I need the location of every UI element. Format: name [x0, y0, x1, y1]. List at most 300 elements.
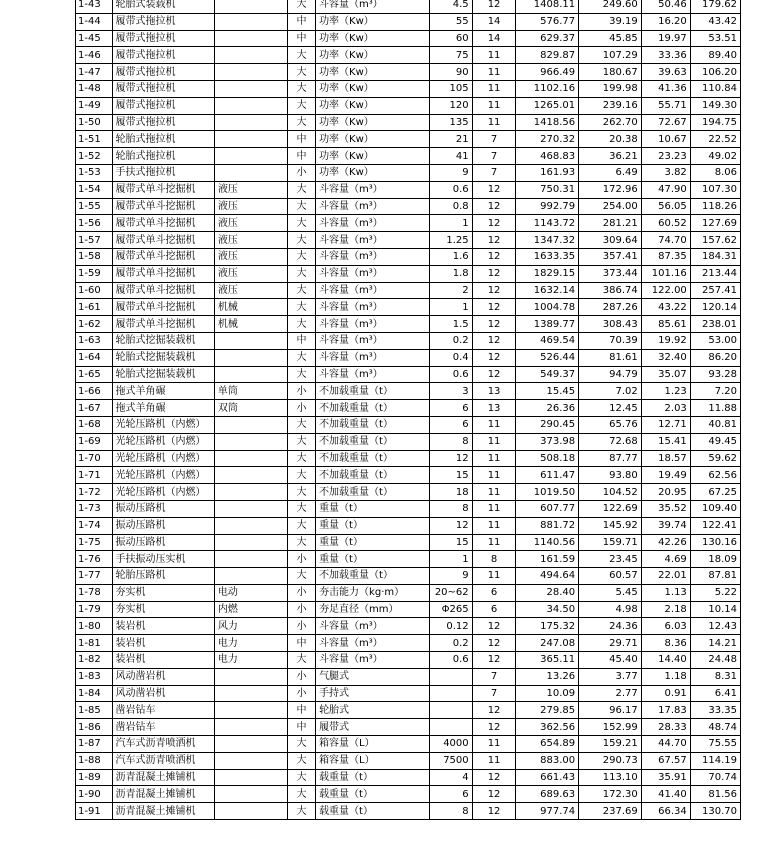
maintenance-cost-cell: 93.28 [690, 366, 740, 383]
drive-type-cell [214, 349, 287, 366]
maintenance-cost-cell: 157.62 [690, 232, 740, 249]
spec-parameter-cell: 斗容量（m³） [316, 282, 430, 299]
table-row [76, 601, 741, 618]
repair-cost-cell: 19.49 [641, 467, 690, 484]
spec-value-cell: 0.6 [429, 366, 472, 383]
table-row [76, 282, 741, 299]
spec-parameter-cell: 斗容量（m³） [316, 232, 430, 249]
maintenance-cost-cell: 14.21 [690, 635, 740, 652]
size-class-cell: 小 [287, 164, 315, 181]
spec-value-cell: 6 [429, 416, 472, 433]
item-code-cell: 1-65 [76, 366, 113, 383]
spec-parameter-cell: 斗容量（m³） [316, 332, 430, 349]
original-value-cell: 15.45 [516, 383, 579, 400]
maintenance-cost-cell: 149.30 [690, 97, 740, 114]
table-row [76, 433, 741, 450]
spec-parameter-cell: 斗容量（m³） [316, 0, 430, 13]
repair-cost-cell: 56.05 [641, 198, 690, 215]
spec-value-cell: Φ265 [429, 601, 472, 618]
spec-parameter-cell: 功率（Kw） [316, 13, 430, 30]
spec-parameter-cell: 轮胎式 [316, 702, 430, 719]
repair-cost-cell: 74.70 [641, 232, 690, 249]
original-value-cell: 1418.56 [516, 114, 579, 131]
original-value-cell: 661.43 [516, 769, 579, 786]
drive-type-cell [214, 551, 287, 568]
spec-parameter-cell: 不加载重量（t） [316, 467, 430, 484]
item-code-cell: 1-68 [76, 416, 113, 433]
table-row [76, 400, 741, 417]
item-code-cell: 1-60 [76, 282, 113, 299]
size-class-cell: 大 [287, 114, 315, 131]
repair-cost-cell: 101.16 [641, 265, 690, 282]
table-row [76, 551, 741, 568]
size-class-cell: 大 [287, 282, 315, 299]
drive-type-cell [214, 366, 287, 383]
table-row [76, 383, 741, 400]
drive-type-cell: 液压 [214, 232, 287, 249]
machine-name-cell: 振动压路机 [112, 500, 214, 517]
original-value-cell: 1140.56 [516, 534, 579, 551]
original-value-cell: 247.08 [516, 635, 579, 652]
maintenance-cost-cell: 49.45 [690, 433, 740, 450]
size-class-cell: 中 [287, 30, 315, 47]
maintenance-cost-cell: 6.41 [690, 685, 740, 702]
original-value-cell: 175.32 [516, 618, 579, 635]
spec-parameter-cell: 气腿式 [316, 668, 430, 685]
depreciation-cell: 96.17 [579, 702, 642, 719]
original-value-cell: 1143.72 [516, 215, 579, 232]
maintenance-cost-cell: 12.43 [690, 618, 740, 635]
service-years-cell: 11 [472, 467, 516, 484]
machine-name-cell: 履带式单斗挖掘机 [112, 265, 214, 282]
spec-parameter-cell: 功率（Kw） [316, 97, 430, 114]
repair-cost-cell: 1.13 [641, 584, 690, 601]
maintenance-cost-cell: 18.09 [690, 551, 740, 568]
size-class-cell: 中 [287, 332, 315, 349]
size-class-cell: 大 [287, 265, 315, 282]
machine-name-cell: 履带式拖拉机 [112, 13, 214, 30]
drive-type-cell [214, 80, 287, 97]
service-years-cell: 12 [472, 635, 516, 652]
size-class-cell: 大 [287, 534, 315, 551]
table-row [76, 366, 741, 383]
maintenance-cost-cell: 257.41 [690, 282, 740, 299]
service-years-cell: 11 [472, 500, 516, 517]
maintenance-cost-cell: 75.55 [690, 736, 740, 753]
original-value-cell: 992.79 [516, 198, 579, 215]
maintenance-cost-cell: 53.51 [690, 30, 740, 47]
repair-cost-cell: 55.71 [641, 97, 690, 114]
table-row [76, 349, 741, 366]
size-class-cell: 中 [287, 13, 315, 30]
item-code-cell: 1-85 [76, 702, 113, 719]
table-row [76, 232, 741, 249]
spec-value-cell: 105 [429, 80, 472, 97]
depreciation-cell: 386.74 [579, 282, 642, 299]
size-class-cell: 大 [287, 232, 315, 249]
service-years-cell: 12 [472, 719, 516, 736]
maintenance-cost-cell: 114.19 [690, 752, 740, 769]
size-class-cell: 小 [287, 618, 315, 635]
depreciation-cell: 237.69 [579, 803, 642, 820]
machine-name-cell: 履带式单斗挖掘机 [112, 181, 214, 198]
depreciation-cell: 2.77 [579, 685, 642, 702]
original-value-cell: 977.74 [516, 803, 579, 820]
depreciation-cell: 93.80 [579, 467, 642, 484]
size-class-cell: 大 [287, 349, 315, 366]
repair-cost-cell: 1.18 [641, 668, 690, 685]
depreciation-cell: 36.21 [579, 148, 642, 165]
table-row [76, 584, 741, 601]
spec-parameter-cell: 斗容量（m³） [316, 316, 430, 333]
drive-type-cell: 液压 [214, 181, 287, 198]
machine-name-cell: 轮胎式挖掘装载机 [112, 366, 214, 383]
service-years-cell: 12 [472, 332, 516, 349]
machine-name-cell: 轮胎压路机 [112, 568, 214, 585]
repair-cost-cell: 60.52 [641, 215, 690, 232]
original-value-cell: 469.54 [516, 332, 579, 349]
original-value-cell: 1265.01 [516, 97, 579, 114]
spec-value-cell: 12 [429, 450, 472, 467]
depreciation-cell: 113.10 [579, 769, 642, 786]
size-class-cell: 大 [287, 568, 315, 585]
repair-cost-cell: 10.67 [641, 131, 690, 148]
size-class-cell: 大 [287, 769, 315, 786]
repair-cost-cell: 67.57 [641, 752, 690, 769]
spec-value-cell: 1.5 [429, 316, 472, 333]
item-code-cell: 1-44 [76, 13, 113, 30]
service-years-cell: 11 [472, 736, 516, 753]
spec-value-cell: 15 [429, 534, 472, 551]
service-years-cell: 12 [472, 299, 516, 316]
original-value-cell: 629.37 [516, 30, 579, 47]
repair-cost-cell: 2.03 [641, 400, 690, 417]
depreciation-cell: 23.45 [579, 551, 642, 568]
table-body [76, 0, 741, 820]
repair-cost-cell: 2.18 [641, 601, 690, 618]
machine-name-cell: 沥青混凝土摊铺机 [112, 786, 214, 803]
depreciation-cell: 287.26 [579, 299, 642, 316]
service-years-cell: 7 [472, 668, 516, 685]
item-code-cell: 1-91 [76, 803, 113, 820]
spec-parameter-cell: 功率（Kw） [316, 131, 430, 148]
drive-type-cell [214, 702, 287, 719]
drive-type-cell [214, 517, 287, 534]
drive-type-cell [214, 736, 287, 753]
size-class-cell: 大 [287, 198, 315, 215]
maintenance-cost-cell: 238.01 [690, 316, 740, 333]
repair-cost-cell: 3.82 [641, 164, 690, 181]
service-years-cell: 11 [472, 752, 516, 769]
size-class-cell: 中 [287, 702, 315, 719]
table-row [76, 47, 741, 64]
repair-cost-cell: 35.52 [641, 500, 690, 517]
size-class-cell: 大 [287, 484, 315, 501]
drive-type-cell [214, 668, 287, 685]
table-row [76, 198, 741, 215]
drive-type-cell [214, 97, 287, 114]
drive-type-cell: 液压 [214, 215, 287, 232]
repair-cost-cell: 85.61 [641, 316, 690, 333]
size-class-cell: 大 [287, 181, 315, 198]
size-class-cell: 大 [287, 467, 315, 484]
machine-name-cell: 履带式单斗挖掘机 [112, 299, 214, 316]
item-code-cell: 1-83 [76, 668, 113, 685]
spec-parameter-cell: 重量（t） [316, 551, 430, 568]
size-class-cell: 大 [287, 786, 315, 803]
size-class-cell: 中 [287, 131, 315, 148]
spec-parameter-cell: 箱容量（L） [316, 736, 430, 753]
machine-name-cell: 履带式单斗挖掘机 [112, 232, 214, 249]
maintenance-cost-cell: 107.30 [690, 181, 740, 198]
maintenance-cost-cell: 70.74 [690, 769, 740, 786]
machine-name-cell: 汽车式沥青喷洒机 [112, 752, 214, 769]
maintenance-cost-cell: 184.31 [690, 248, 740, 265]
spec-value-cell: 4 [429, 769, 472, 786]
spec-parameter-cell: 斗容量（m³） [316, 618, 430, 635]
machine-name-cell: 光轮压路机（内燃） [112, 467, 214, 484]
drive-type-cell: 液压 [214, 282, 287, 299]
size-class-cell: 大 [287, 416, 315, 433]
repair-cost-cell: 35.91 [641, 769, 690, 786]
repair-cost-cell: 23.23 [641, 148, 690, 165]
spec-value-cell: 2 [429, 282, 472, 299]
table-row [76, 248, 741, 265]
service-years-cell: 11 [472, 114, 516, 131]
depreciation-cell: 262.70 [579, 114, 642, 131]
drive-type-cell [214, 148, 287, 165]
original-value-cell: 883.00 [516, 752, 579, 769]
table-row [76, 215, 741, 232]
spec-value-cell: 1.8 [429, 265, 472, 282]
depreciation-cell: 4.98 [579, 601, 642, 618]
maintenance-cost-cell: 87.81 [690, 568, 740, 585]
drive-type-cell: 机械 [214, 316, 287, 333]
repair-cost-cell: 35.07 [641, 366, 690, 383]
depreciation-cell: 72.68 [579, 433, 642, 450]
machine-name-cell: 光轮压路机（内燃） [112, 484, 214, 501]
depreciation-cell: 87.77 [579, 450, 642, 467]
maintenance-cost-cell: 5.22 [690, 584, 740, 601]
item-code-cell: 1-84 [76, 685, 113, 702]
size-class-cell: 大 [287, 366, 315, 383]
service-years-cell: 6 [472, 584, 516, 601]
maintenance-cost-cell: 130.70 [690, 803, 740, 820]
service-years-cell: 11 [472, 80, 516, 97]
depreciation-cell: 65.76 [579, 416, 642, 433]
original-value-cell: 279.85 [516, 702, 579, 719]
drive-type-cell: 液压 [214, 265, 287, 282]
item-code-cell: 1-70 [76, 450, 113, 467]
original-value-cell: 549.37 [516, 366, 579, 383]
spec-value-cell: 4.5 [429, 0, 472, 13]
spec-value-cell: 135 [429, 114, 472, 131]
maintenance-cost-cell: 89.40 [690, 47, 740, 64]
drive-type-cell [214, 803, 287, 820]
spec-value-cell: 3 [429, 383, 472, 400]
original-value-cell: 1632.14 [516, 282, 579, 299]
service-years-cell: 11 [472, 433, 516, 450]
machine-name-cell: 履带式单斗挖掘机 [112, 198, 214, 215]
service-years-cell: 12 [472, 769, 516, 786]
item-code-cell: 1-78 [76, 584, 113, 601]
size-class-cell: 小 [287, 685, 315, 702]
spec-value-cell [429, 685, 472, 702]
original-value-cell: 1389.77 [516, 316, 579, 333]
table-row [76, 719, 741, 736]
machine-name-cell: 履带式拖拉机 [112, 30, 214, 47]
spec-value-cell: 120 [429, 97, 472, 114]
spec-parameter-cell: 载重量（t） [316, 803, 430, 820]
table-row [76, 752, 741, 769]
depreciation-cell: 122.69 [579, 500, 642, 517]
spec-parameter-cell: 履带式 [316, 719, 430, 736]
drive-type-cell [214, 0, 287, 13]
size-class-cell: 大 [287, 0, 315, 13]
maintenance-cost-cell: 53.00 [690, 332, 740, 349]
item-code-cell: 1-61 [76, 299, 113, 316]
original-value-cell: 468.83 [516, 148, 579, 165]
service-years-cell: 7 [472, 148, 516, 165]
service-years-cell: 11 [472, 450, 516, 467]
service-years-cell: 12 [472, 349, 516, 366]
service-years-cell: 12 [472, 198, 516, 215]
original-value-cell: 494.64 [516, 568, 579, 585]
machine-name-cell: 履带式拖拉机 [112, 64, 214, 81]
item-code-cell: 1-54 [76, 181, 113, 198]
depreciation-cell: 20.38 [579, 131, 642, 148]
maintenance-cost-cell: 10.14 [690, 601, 740, 618]
table-row [76, 30, 741, 47]
table-row [76, 114, 741, 131]
maintenance-cost-cell: 33.35 [690, 702, 740, 719]
depreciation-cell: 180.67 [579, 64, 642, 81]
drive-type-cell [214, 534, 287, 551]
size-class-cell: 大 [287, 316, 315, 333]
size-class-cell: 小 [287, 668, 315, 685]
original-value-cell: 1347.32 [516, 232, 579, 249]
drive-type-cell [214, 484, 287, 501]
size-class-cell: 大 [287, 433, 315, 450]
item-code-cell: 1-67 [76, 400, 113, 417]
item-code-cell: 1-80 [76, 618, 113, 635]
maintenance-cost-cell: 194.75 [690, 114, 740, 131]
repair-cost-cell: 66.34 [641, 803, 690, 820]
original-value-cell: 1004.78 [516, 299, 579, 316]
maintenance-cost-cell: 179.62 [690, 0, 740, 13]
maintenance-cost-cell: 109.40 [690, 500, 740, 517]
drive-type-cell [214, 164, 287, 181]
size-class-cell: 小 [287, 400, 315, 417]
size-class-cell: 大 [287, 80, 315, 97]
machine-name-cell: 光轮压路机（内燃） [112, 450, 214, 467]
table-row [76, 736, 741, 753]
original-value-cell: 10.09 [516, 685, 579, 702]
drive-type-cell [214, 131, 287, 148]
depreciation-cell: 159.71 [579, 534, 642, 551]
repair-cost-cell: 47.90 [641, 181, 690, 198]
maintenance-cost-cell: 122.41 [690, 517, 740, 534]
machine-name-cell: 轮胎式装载机 [112, 0, 214, 13]
spec-parameter-cell: 斗容量（m³） [316, 635, 430, 652]
service-years-cell: 7 [472, 164, 516, 181]
item-code-cell: 1-71 [76, 467, 113, 484]
depreciation-cell: 199.98 [579, 80, 642, 97]
table-row [76, 97, 741, 114]
drive-type-cell [214, 416, 287, 433]
drive-type-cell [214, 13, 287, 30]
repair-cost-cell: 44.70 [641, 736, 690, 753]
table-row [76, 0, 741, 13]
drive-type-cell [214, 786, 287, 803]
machine-name-cell: 轮胎式拖拉机 [112, 131, 214, 148]
size-class-cell: 小 [287, 551, 315, 568]
service-years-cell: 12 [472, 232, 516, 249]
item-code-cell: 1-59 [76, 265, 113, 282]
table-row [76, 652, 741, 669]
maintenance-cost-cell: 62.56 [690, 467, 740, 484]
original-value-cell: 966.49 [516, 64, 579, 81]
service-years-cell: 12 [472, 366, 516, 383]
depreciation-cell: 308.43 [579, 316, 642, 333]
machine-name-cell: 履带式单斗挖掘机 [112, 316, 214, 333]
drive-type-cell: 液压 [214, 198, 287, 215]
table-row [76, 13, 741, 30]
service-years-cell: 12 [472, 215, 516, 232]
table-row [76, 484, 741, 501]
size-class-cell: 小 [287, 584, 315, 601]
service-years-cell: 12 [472, 248, 516, 265]
machine-name-cell: 履带式拖拉机 [112, 97, 214, 114]
spec-value-cell: 9 [429, 568, 472, 585]
spec-parameter-cell: 斗容量（m³） [316, 265, 430, 282]
item-code-cell: 1-62 [76, 316, 113, 333]
depreciation-cell: 172.96 [579, 181, 642, 198]
repair-cost-cell: 17.83 [641, 702, 690, 719]
drive-type-cell [214, 685, 287, 702]
depreciation-cell: 45.85 [579, 30, 642, 47]
repair-cost-cell: 20.95 [641, 484, 690, 501]
service-years-cell: 11 [472, 484, 516, 501]
spec-value-cell [429, 702, 472, 719]
depreciation-cell: 281.21 [579, 215, 642, 232]
spec-parameter-cell: 功率（Kw） [316, 47, 430, 64]
spec-parameter-cell: 箱容量（L） [316, 752, 430, 769]
repair-cost-cell: 19.92 [641, 332, 690, 349]
service-years-cell: 11 [472, 47, 516, 64]
drive-type-cell [214, 47, 287, 64]
repair-cost-cell: 1.23 [641, 383, 690, 400]
spec-value-cell: 8 [429, 803, 472, 820]
spec-parameter-cell: 不加载重量（t） [316, 568, 430, 585]
item-code-cell: 1-74 [76, 517, 113, 534]
service-years-cell: 12 [472, 0, 516, 13]
maintenance-cost-cell: 7.20 [690, 383, 740, 400]
table-row [76, 786, 741, 803]
size-class-cell: 大 [287, 500, 315, 517]
service-years-cell: 13 [472, 383, 516, 400]
item-code-cell: 1-43 [76, 0, 113, 13]
maintenance-cost-cell: 24.48 [690, 652, 740, 669]
maintenance-cost-cell: 40.81 [690, 416, 740, 433]
original-value-cell: 654.89 [516, 736, 579, 753]
machine-name-cell: 光轮压路机（内燃） [112, 416, 214, 433]
item-code-cell: 1-79 [76, 601, 113, 618]
service-years-cell: 13 [472, 400, 516, 417]
machine-name-cell: 振动压路机 [112, 517, 214, 534]
spec-value-cell: 1 [429, 299, 472, 316]
size-class-cell: 大 [287, 215, 315, 232]
